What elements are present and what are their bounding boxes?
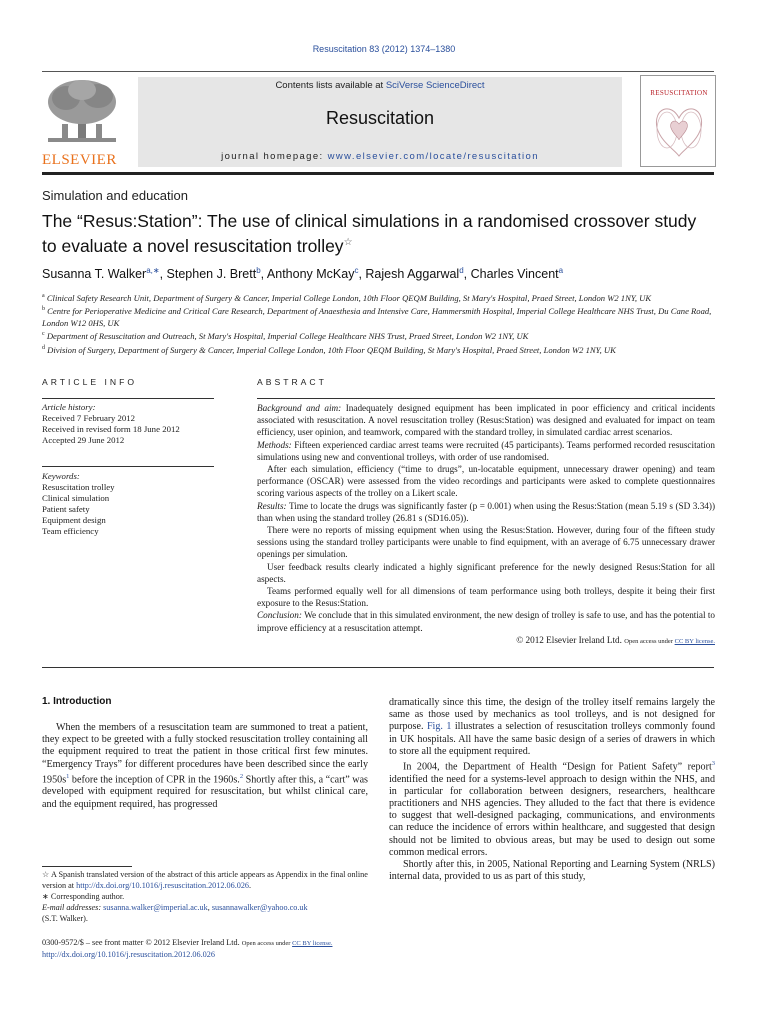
reference-link[interactable]: 1 [66, 772, 70, 780]
abstract-background-label: Background and aim: [257, 403, 342, 413]
intro-paragraph [42, 722, 368, 811]
masthead-top-rule [42, 71, 714, 72]
email-footnote [42, 902, 368, 913]
introduction-heading: 1. Introduction [42, 696, 112, 707]
sciencedirect-link[interactable]: SciVerse ScienceDirect [385, 80, 485, 91]
footnote-text: A Spanish translated version of the abstract of this article appears as Appendix in the final online version at [42, 870, 368, 890]
affiliation-mark: c [42, 331, 45, 338]
author-name: Stephen J. Brett [166, 267, 257, 282]
article-section: Simulation and education [42, 188, 188, 203]
history-label: Article history: [42, 402, 96, 412]
issn-line [42, 937, 368, 949]
author-separator: , [463, 267, 471, 282]
keyword: Resuscitation trolley [42, 482, 115, 492]
author-separator: , [159, 267, 167, 282]
affiliation [42, 329, 718, 342]
cc-license-link[interactable]: CC BY license. [674, 637, 715, 645]
author-name: Rajesh Aggarwal [365, 267, 460, 282]
author-separator: , [358, 267, 366, 282]
intro-text: before the inception of CPR in the 1960s. [69, 774, 240, 786]
affiliations [42, 291, 718, 356]
abstract-background [257, 402, 715, 439]
author-affiliation-mark: a,∗ [146, 266, 160, 275]
abstract-rule [257, 398, 715, 399]
author-affiliation-mark: d [459, 266, 464, 275]
affiliation [42, 291, 718, 304]
abstract-methods-label: Methods: [257, 439, 292, 450]
keyword: Patient safety [42, 504, 90, 514]
revised-date: Received in revised form 18 June 2012 [42, 424, 180, 434]
title-footnote-mark[interactable]: ☆ [343, 237, 353, 248]
abstract-results-label: Results: [257, 500, 287, 511]
footnote-end: . [249, 881, 252, 890]
abstract-conclusion [257, 609, 715, 633]
intro-paragraph [389, 758, 715, 859]
corresponding-author-footnote [42, 891, 368, 902]
author-name: Anthony McKay [266, 267, 355, 282]
author[interactable] [167, 267, 267, 281]
abstract-results-continued: Teams performed equally well for all dimensions of team performance using both trolleys, despite it being their first exposure to the Resus:Station. [257, 586, 715, 609]
cover-title: RESUSCITATION [650, 89, 708, 97]
intro-text: When the members of a resuscitation team are summoned to treat a patient, they expect to be greeted with a fully stocked resuscitation trolley containing all the equipment required to treat the patient in those critical first few minutes. “Emergency Trays” for different procedures have been described since the early 1950s [42, 722, 368, 786]
intro-text: identified the need for a systems-level approach to design within the NHS, and in particular for collaboration between designers, researchers, healthcare practitioners and NHS agencies. They alluded to the fact that there is evidence to suggest that well-designed packaging, communications, and environments can reduce the incidence of errors within healthcare, and suggested that design should not be limited to obvious areas, but may be used to design out some common medical errors. [389, 773, 715, 858]
author-name: Susanna T. Walker [42, 267, 147, 282]
footnotes [42, 869, 368, 924]
footnote-text: Corresponding author. [48, 892, 125, 901]
intro-paragraph: Shortly after this, in 2005, National Reporting and Learning System (NRLS) internal data, provided to us as part of this study, [389, 859, 715, 883]
keywords-rule [42, 466, 214, 467]
abstract-background-text: Inadequately designed equipment has been implicated in poor efficiency and critical incidents associated with resuscitation. A novel resuscitation trolley (Resus:Station) was designed and evaluated for impact on team efficiency, user opinion, and teamwork, compared with the standard trolley, in simulated cardiac arrest scenarios. [257, 403, 715, 438]
article-history [42, 402, 214, 446]
intro-left-column [42, 722, 368, 811]
intro-text: Shortly after this, a “cart” was developed with equipment required for resuscitation, but whilst clinical care, and the equipment required, has progressed [42, 774, 368, 810]
intro-text: dramatically since this time, the design of the trolley itself remains largely the same as those used by mechanics as tool trolleys, and is not designed for purpose. [389, 697, 715, 733]
homepage-link[interactable]: www.elsevier.com/locate/resuscitation [327, 151, 539, 162]
affiliation-mark: d [42, 344, 45, 351]
abstract-methods-continued: After each simulation, efficiency (“time to drugs”, un-locatable equipment, unnecessary drawer opening) and team performance (OSCAR) were assessed from the video recordings and participants were asked to complete questionnaires scoring various aspects of the trolley on a Likert scale. [257, 464, 715, 499]
article-info-heading: ARTICLE INFO [42, 377, 138, 387]
abstract-conclusion-text: We conclude that in this simulated environment, the new design of trolley is safe to use, and has the potential to improve efficiency at a resuscitation attempt. [257, 610, 715, 633]
cc-license-link[interactable]: CC BY license. [292, 940, 333, 947]
abstract-copyright [257, 634, 715, 648]
article-identifiers [42, 937, 368, 960]
abstract-heading: ABSTRACT [257, 377, 327, 387]
abstract-body [257, 402, 715, 648]
author[interactable] [267, 267, 366, 281]
email-separator: , [207, 903, 212, 912]
affiliation-text: Centre for Perioperative Medicine and Critical Care Research, Department of Anaesthesia and Intensive Care, Hammersmith Hospital, Imperial College Healthcare NHS Trust, Du Cane Road, London W12 0HS, UK [42, 306, 712, 328]
abstract-results-text: Time to locate the drugs was significantly faster (p = 0.001) when using the Resus:Station (mean 5.19 s (SD 3.34)) than when using the standard trolley (26.81 s (SD16.05)). [257, 500, 715, 523]
intro-text: illustrates a selection of resuscitation trolleys commonly found in UK hospitals. All have the same basic design of a series of drawers in which to store all the equipment required. [389, 721, 715, 757]
affiliation [42, 343, 718, 356]
affiliation-mark: b [42, 306, 45, 313]
author-affiliation-mark: a [558, 266, 564, 275]
footnote-rule [42, 866, 132, 867]
keyword: Equipment design [42, 515, 106, 525]
affiliation-text: Department of Resuscitation and Outreach, St Mary's Hospital, Imperial College Healthcare NHS Trust, Praed Street, London W2 1NY, UK [46, 331, 529, 342]
publisher-name: ELSEVIER [42, 152, 117, 168]
cover-heart-lungs-icon [649, 98, 709, 162]
author-name: Charles Vincent [470, 267, 559, 282]
footnote-mark: ☆ [42, 870, 50, 879]
author[interactable] [365, 267, 470, 281]
affiliation [42, 304, 718, 329]
keywords-label: Keywords: [42, 471, 80, 481]
title-text: The “Resus:Station”: The use of clinical simulations in a randomised crossover study to evaluate a novel resuscitation trolley [42, 211, 697, 256]
reference-link[interactable]: 3 [711, 760, 715, 768]
doi-link[interactable]: http://dx.doi.org/10.1016/j.resuscitation.2012.06.026 [76, 881, 250, 890]
abstract-results-continued: User feedback results clearly indicated a highly significant preference for the newly designed Resus:Station for all aspects. [257, 561, 715, 584]
intro-text: In 2004, the Department of Health “Design for Patient Safety” report [403, 761, 712, 773]
accepted-date: Accepted 29 June 2012 [42, 435, 125, 445]
author-list [42, 266, 714, 281]
email-link[interactable]: susanna.walker@imperial.ac.uk [103, 903, 208, 912]
open-access-text: Open access under [241, 940, 293, 947]
affiliation-text: Division of Surgery, Department of Surgery & Cancer, Imperial College London, 10th Floor QEQM Building, St Mary's Hospital, Praed Street, London W2 1NY, UK [47, 344, 616, 355]
article-title [42, 210, 702, 257]
email-label: E-mail addresses: [42, 903, 102, 912]
contents-line [138, 80, 622, 91]
keywords [42, 471, 214, 537]
homepage-prefix: journal homepage: [221, 151, 328, 162]
email-owner: (S.T. Walker). [42, 914, 88, 923]
email-link[interactable]: susannawalker@yahoo.co.uk [211, 903, 308, 912]
figure-link[interactable]: Fig. 1 [426, 721, 452, 733]
issn-text: 0300-9572/$ – see front matter © 2012 Elsevier Ireland Ltd. [42, 938, 242, 947]
footnote-mark: ∗ [42, 892, 49, 901]
received-date: Received 7 February 2012 [42, 413, 136, 423]
journal-cover-thumbnail[interactable] [640, 75, 716, 167]
author-separator: , [260, 267, 267, 282]
journal-title: Resuscitation [325, 108, 435, 128]
author-affiliation-mark: c [354, 266, 359, 275]
author[interactable] [471, 267, 563, 281]
article-info-rule [42, 398, 214, 399]
intro-right-column [389, 697, 715, 883]
abstract-conclusion-label: Conclusion: [257, 610, 302, 621]
author-affiliation-mark: b [256, 266, 261, 275]
masthead-bottom-rule [42, 172, 714, 175]
contents-prefix: Contents lists available at [275, 80, 386, 91]
keyword: Clinical simulation [42, 493, 110, 503]
body-separator-rule [42, 667, 714, 668]
affiliation-mark: a [42, 293, 45, 299]
intro-paragraph [389, 697, 715, 758]
affiliation-text: Clinical Safety Research Unit, Department of Surgery & Cancer, Imperial College London, 10th Floor QEQM Building, St Mary's Hospital, Praed Street, London W2 1NY, UK [46, 292, 652, 303]
doi-link[interactable]: http://dx.doi.org/10.1016/j.resuscitation.2012.06.026 [42, 950, 215, 959]
homepage-line [138, 151, 622, 162]
abstract-results-continued: There were no reports of missing equipment when using the Resus:Station. However, during four of the fifteen study sessions using the standard trolley participants were unable to find equipment, with an average of 6.75 unnecessary drawer openings per simulation. [257, 525, 715, 560]
keyword: Team efficiency [42, 526, 99, 536]
copyright-text: © 2012 Elsevier Ireland Ltd. [516, 634, 625, 645]
abstract-methods [257, 439, 715, 463]
journal-citation[interactable]: Resuscitation 83 (2012) 1374–1380 [312, 44, 456, 54]
abstract-results [257, 500, 715, 524]
abstract-methods-text: Fifteen experienced cardiac arrest teams were recruited (45 participants). Teams performed recorded resuscitation simulations using new and conventional trolleys, with order of use randomised. [257, 439, 715, 462]
reference-link[interactable]: 2 [239, 772, 244, 780]
translation-footnote [42, 869, 368, 891]
author[interactable] [42, 267, 167, 281]
open-access-text: Open access under [624, 637, 675, 645]
